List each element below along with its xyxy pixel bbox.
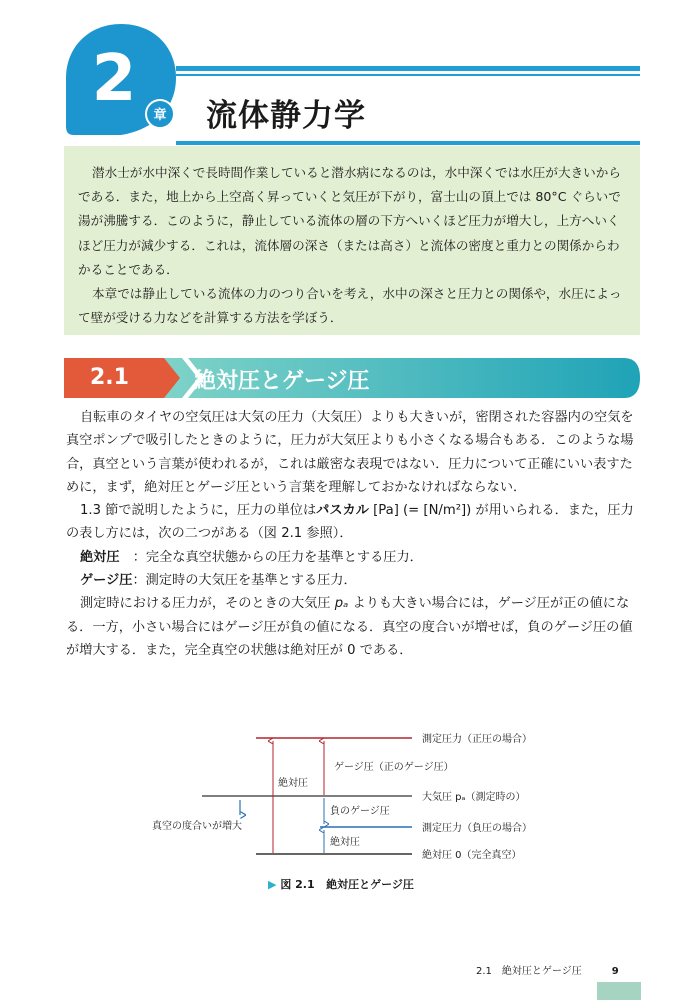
body-text xyxy=(66,406,638,662)
label-vacuum-increase: 真空の度合いが増大 xyxy=(152,821,242,832)
figure-pressure-diagram xyxy=(140,725,580,865)
text-run: 1.3 節で説明したように，圧力の単位は xyxy=(80,503,317,519)
caption-marker-icon: ▶ xyxy=(268,878,277,891)
caption-number: 図 2.1 xyxy=(280,878,315,891)
term-pascal: パスカル xyxy=(316,503,369,519)
definition-text: ：測定時の大気圧を基準とする圧力． xyxy=(132,573,357,589)
chapter-rule xyxy=(176,74,640,76)
label-measured-negative: 測定圧力（負圧の場合） xyxy=(422,823,532,834)
label-negative-gauge: 負のゲージ圧 xyxy=(330,806,390,817)
section-title: 絶対圧とゲージ圧 xyxy=(194,369,370,394)
body-paragraph xyxy=(66,499,638,546)
footer-tab xyxy=(597,982,641,1000)
intro-text xyxy=(78,161,630,330)
text-run: よりも大きい場合には，ゲージ圧が正の値になる．一方，小さい場合にはゲージ圧が負の値になる．真空の度合いが増せば，負のゲージ圧の値が増大する．また，完全真空の状態は絶対圧が 0 である． xyxy=(66,596,633,658)
label-atmospheric: 大気圧 pₐ（測定時の） xyxy=(422,792,526,803)
label-measured-positive: 測定圧力（正圧の場合） xyxy=(422,734,532,745)
body-paragraph xyxy=(66,592,638,662)
definition-absolute xyxy=(66,546,638,569)
chapter-badge xyxy=(64,22,179,137)
definition-text: ：完全な真空状態からの圧力を基準とする圧力． xyxy=(119,549,423,565)
term-gauge: ゲージ圧 xyxy=(80,573,133,589)
caption-title: 絶対圧とゲージ圧 xyxy=(326,878,414,891)
label-gauge-positive: ゲージ圧（正のゲージ圧） xyxy=(334,762,454,773)
text-run: 測定時における圧力が，そのときの大気圧 xyxy=(80,596,335,612)
body-paragraph: 自転車のタイヤの空気圧は大気の圧力（大気圧）よりも大きいが，密閉された容器内の空気を真空ポンプで吸引したときのように，圧力が大気圧よりも小さくなる場合もある．このような場合，真空という言葉が使われるが，これは厳密な表現ではない．圧力について正確にいい表すために，まず，絶対圧とゲージ圧という言葉を理解しておかなければならない． xyxy=(66,410,634,495)
label-vacuum-zero: 絶対圧 0（完全真空） xyxy=(422,850,522,861)
figure-caption xyxy=(268,876,414,892)
text-run: [Pa] (= [N/m²]) が用いられる．また，圧力の表し方には，次の二つがある（図 2.1 参照）． xyxy=(66,503,634,542)
symbol-pa: pₐ xyxy=(334,596,349,612)
intro-paragraph: 潜水士が水中深くで長時間作業していると潜水病になるのは，水中深くでは水圧が大きいからである．また，地上から上空高く昇っていくと気圧が下がり，富士山の頂上では 80°C ぐらいで湯が沸騰する．このように，静止している流体の層の下方へいくほど圧力が増大し，上方へいくほど圧力が減少する．これは，流体層の深さ（または高さ）と流体の密度と重力との関係からわかることである． xyxy=(78,165,621,277)
chapter-rule xyxy=(176,141,640,145)
chapter-title: 流体静力学 xyxy=(206,98,366,134)
chapter-number: 2 xyxy=(91,42,137,116)
intro-paragraph: 本章では静止している流体の力のつり合いを考え，水中の深さと圧力との関係や，水圧によって壁が受ける力などを計算する方法を学ぼう． xyxy=(78,286,622,326)
section-number: 2.1 xyxy=(90,365,129,390)
page-number: 9 xyxy=(611,966,619,977)
chapter-suffix: 章 xyxy=(153,108,167,123)
term-absolute: 絶対圧 xyxy=(80,549,120,565)
page-footer xyxy=(476,962,619,977)
footer-section: 2.1 絶対圧とゲージ圧 xyxy=(476,966,582,977)
chapter-rule xyxy=(176,66,640,71)
label-absolute: 絶対圧 xyxy=(330,837,360,848)
label-absolute: 絶対圧 xyxy=(278,778,308,789)
definition-gauge xyxy=(66,569,638,592)
